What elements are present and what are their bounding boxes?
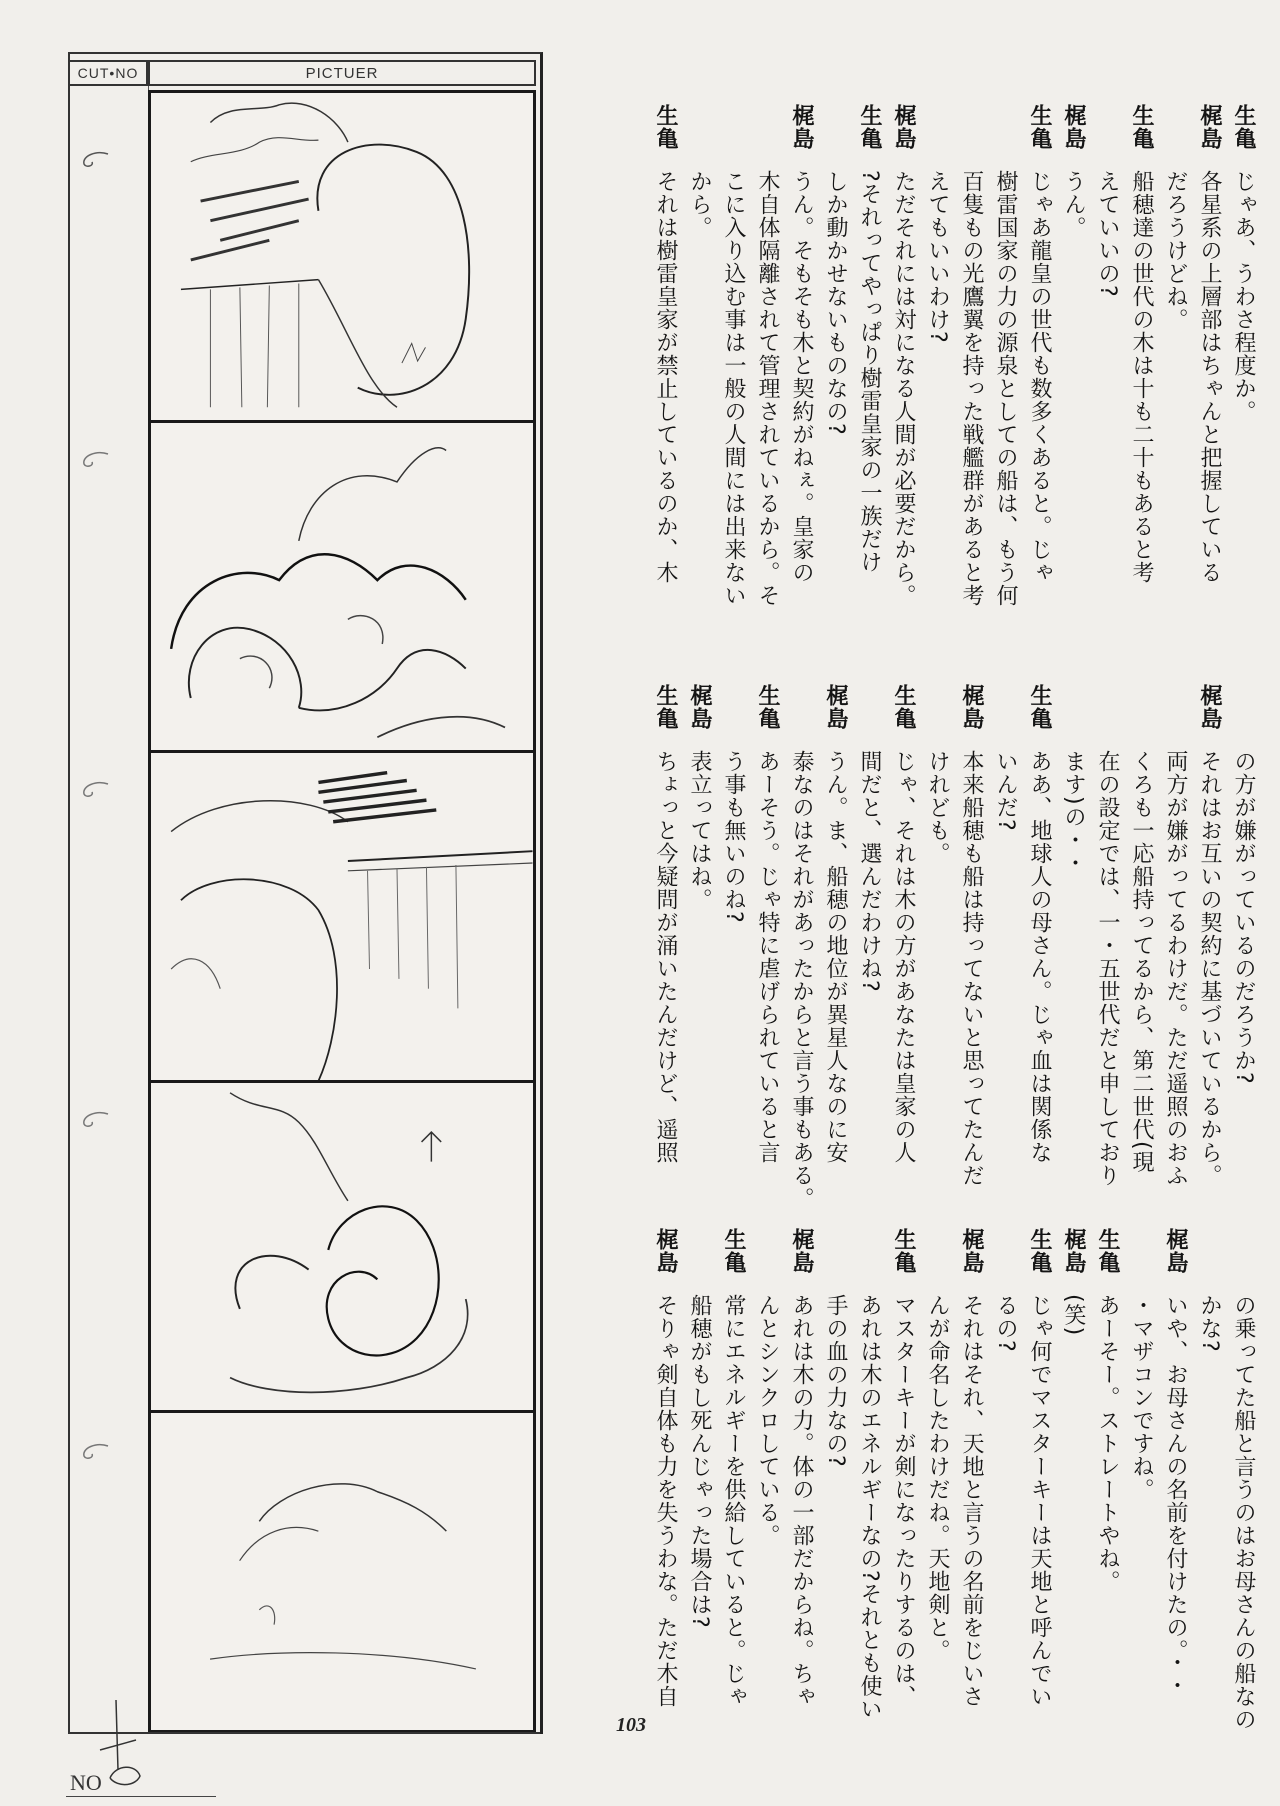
speaker-name: 梶島 xyxy=(823,684,848,730)
dialogue-line xyxy=(818,1228,852,1788)
dialogue-line xyxy=(1158,104,1192,664)
dialogue-line xyxy=(716,104,750,664)
speaker-name: 生亀 xyxy=(891,1228,916,1274)
dialogue-line xyxy=(1124,684,1158,1244)
dialogue-line xyxy=(784,1228,818,1788)
dialogue-line xyxy=(648,1228,682,1788)
cut-number-column xyxy=(68,86,149,1732)
dialogue-line xyxy=(886,104,920,664)
dialogue-line xyxy=(1226,104,1260,664)
speaker-name: 梶島 xyxy=(1061,104,1086,150)
cut-mark-2 xyxy=(78,450,112,470)
dialogue-line xyxy=(1022,1228,1056,1788)
dialogue-line xyxy=(886,1228,920,1788)
dialogue-line xyxy=(1056,684,1090,1244)
dialogue-text: えてもいいわけ? xyxy=(925,170,950,344)
speaker-name: 生亀 xyxy=(653,104,678,150)
dialogue-line xyxy=(1090,1228,1124,1788)
dialogue-text: いんだ? xyxy=(993,750,1018,832)
dialogue-text: ただそれには対になる人間が必要だから。 xyxy=(891,170,916,607)
speaker-name: 生亀 xyxy=(857,104,882,150)
speaker-name: 梶島 xyxy=(891,104,916,150)
cut-mark-3 xyxy=(78,780,112,800)
speaker-name: 梶島 xyxy=(687,684,712,730)
dialogue-line xyxy=(682,1228,716,1788)
dialogue-text: んが命名したわけだね。天地剣と。 xyxy=(925,1294,950,1662)
dialogue-block-middle xyxy=(560,684,1260,1244)
cut-mark-1 xyxy=(78,150,112,170)
dialogue-text: 船穂がもし死んじゃった場合は? xyxy=(687,1294,712,1629)
dialogue-text: 両方が嫌がってるわけだ。ただ遥照のおふ xyxy=(1163,750,1188,1187)
dialogue-text: それは樹雷皇家が禁止しているのか、木 xyxy=(653,170,678,584)
dialogue-text: 樹雷国家の力の源泉としての船は、もう何 xyxy=(993,170,1018,607)
speaker-name: 生亀 xyxy=(721,1228,746,1274)
speaker-name: 生亀 xyxy=(1129,104,1154,150)
dialogue-text: るの? xyxy=(993,1294,1018,1353)
dialogue-text: じゃあ龍皇の世代も数多くあると。じゃ xyxy=(1027,170,1052,584)
dialogue-text: ・マザコンですね。 xyxy=(1129,1294,1154,1501)
dialogue-line xyxy=(682,684,716,1244)
dialogue-line xyxy=(1090,684,1124,1244)
dialogue-text: 常にエネルギーを供給していると。じゃ xyxy=(721,1294,746,1708)
dialogue-text: ます)の・・ xyxy=(1061,750,1086,875)
dialogue-text: 各星系の上層部はちゃんと把握している xyxy=(1197,170,1222,584)
storyboard-panel-2 xyxy=(148,420,536,754)
dialogue-text: う事も無いのね? xyxy=(721,750,746,924)
sketch-landscape xyxy=(151,1413,533,1730)
dialogue-text: ?それってやっぱり樹雷皇家の一族だけ xyxy=(857,170,882,574)
dialogue-text: (笑) xyxy=(1061,1294,1086,1337)
dialogue-line xyxy=(1022,684,1056,1244)
speaker-name: 生亀 xyxy=(1027,104,1052,150)
dialogue-text: それはそれ、天地と言うの名前をじいさ xyxy=(959,1294,984,1708)
sketch-sphere-hatch xyxy=(151,753,533,1081)
dialogue-line xyxy=(1124,104,1158,664)
sketch-rounded-shapes xyxy=(151,423,533,751)
dialogue-line xyxy=(1124,1228,1158,1788)
speaker-name: 生亀 xyxy=(1027,1228,1052,1274)
dialogue-text: ちょっと今疑問が涌いたんだけど、遥照 xyxy=(653,750,678,1164)
page-number: 103 xyxy=(616,1714,646,1736)
dialogue-text: 船穂達の世代の木は十も二十もあると考 xyxy=(1129,170,1154,584)
cut-mark-4 xyxy=(78,1110,112,1130)
cut-mark-5 xyxy=(78,1442,112,1462)
dialogue-text: 表立ってはね。 xyxy=(687,750,712,911)
dialogue-text: 在の設定では、一・五世代だと申しており xyxy=(1095,750,1120,1187)
interview-text xyxy=(560,104,1260,1744)
cut-number-header: CUT•NO xyxy=(68,60,148,86)
dialogue-block-top xyxy=(560,104,1260,664)
dialogue-text: いや、お母さんの名前を付けたの。・・ xyxy=(1163,1294,1188,1697)
sketch-swirl xyxy=(151,1083,533,1411)
dialogue-line xyxy=(648,684,682,1244)
dialogue-line xyxy=(852,684,886,1244)
dialogue-line xyxy=(1226,1228,1260,1788)
storyboard-sheet xyxy=(68,52,540,1732)
dialogue-text: うん。 xyxy=(1061,170,1086,239)
dialogue-line xyxy=(1192,684,1226,1244)
dialogue-line xyxy=(954,684,988,1244)
dialogue-line xyxy=(784,684,818,1244)
speaker-name: 梶島 xyxy=(1061,1228,1086,1274)
dialogue-line xyxy=(988,1228,1022,1788)
dialogue-text: マスターキーが剣になったりするのは、 xyxy=(891,1294,916,1708)
dialogue-block-bottom xyxy=(560,1228,1260,1788)
storyboard-panel-5 xyxy=(148,1410,536,1732)
dialogue-text: うん。そもそも木と契約がねぇ。皇家の xyxy=(789,170,814,584)
dialogue-text: から。 xyxy=(687,170,712,239)
dialogue-text: けれども。 xyxy=(925,750,950,865)
dialogue-line xyxy=(784,104,818,664)
dialogue-text: じゃ何でマスターキーは天地と呼んでい xyxy=(1027,1294,1052,1708)
dialogue-text: 木自体隔離されて管理されているから。そ xyxy=(755,170,780,607)
dialogue-text: あれは木のエネルギーなの?それとも使い xyxy=(857,1294,882,1721)
dialogue-text: じゃ、それは木の方があなたは皇家の人 xyxy=(891,750,916,1164)
dialogue-text: くろも一応船持ってるから、第二世代(現 xyxy=(1129,750,1154,1174)
dialogue-text: ああ、地球人の母さん。じゃ血は関係な xyxy=(1027,750,1052,1164)
dialogue-text: 泰なのはそれがあったからと言う事もある。 xyxy=(789,750,814,1210)
dialogue-line xyxy=(852,104,886,664)
speaker-name: 梶島 xyxy=(789,104,814,150)
dialogue-text: じゃあ、うわさ程度か。 xyxy=(1231,170,1256,423)
storyboard-panel-1 xyxy=(148,90,536,424)
dialogue-line xyxy=(682,104,716,664)
dialogue-line xyxy=(954,104,988,664)
storyboard-panel-4 xyxy=(148,1080,536,1414)
dialogue-text: うん。ま、船穂の地位が異星人なのに安 xyxy=(823,750,848,1164)
dialogue-line xyxy=(954,1228,988,1788)
speaker-name: 梶島 xyxy=(1197,104,1222,150)
speaker-name: 梶島 xyxy=(959,684,984,730)
speaker-name: 生亀 xyxy=(653,684,678,730)
dialogue-text: あーそう。じゃ特に虐げられていると言 xyxy=(755,750,780,1164)
dialogue-line xyxy=(716,1228,750,1788)
dialogue-line xyxy=(1090,104,1124,664)
dialogue-line xyxy=(750,1228,784,1788)
speaker-name: 梶島 xyxy=(653,1228,678,1274)
dialogue-line xyxy=(988,684,1022,1244)
handwritten-mark xyxy=(96,1700,156,1790)
speaker-name: 梶島 xyxy=(1163,1228,1188,1274)
dialogue-line xyxy=(1192,1228,1226,1788)
dialogue-line xyxy=(1158,684,1192,1244)
dialogue-text: それはお互いの契約に基づいているから。 xyxy=(1197,750,1222,1187)
dialogue-line xyxy=(920,684,954,1244)
dialogue-text: の乗ってた船と言うのはお母さんの船なの xyxy=(1231,1294,1256,1731)
speaker-name: 生亀 xyxy=(1231,104,1256,150)
dialogue-text: あれは木の力。体の一部だからね。ちゃ xyxy=(789,1294,814,1708)
dialogue-line xyxy=(648,104,682,664)
dialogue-text: 本来船穂も船は持ってないと思ってたんだ xyxy=(959,750,984,1187)
dialogue-text: だろうけどね。 xyxy=(1163,170,1188,331)
dialogue-line xyxy=(1056,104,1090,664)
dialogue-text: しか動かせないものなの? xyxy=(823,170,848,436)
speaker-name: 生亀 xyxy=(1027,684,1052,730)
dialogue-text: かな? xyxy=(1197,1294,1222,1353)
speaker-name: 梶島 xyxy=(789,1228,814,1274)
dialogue-text: こに入り込む事は一般の人間には出来ない xyxy=(721,170,746,607)
dialogue-line xyxy=(1158,1228,1192,1788)
speaker-name: 生亀 xyxy=(755,684,780,730)
speaker-name: 生亀 xyxy=(891,684,916,730)
dialogue-text: そりゃ剣自体も力を失うわな。ただ木自 xyxy=(653,1294,678,1708)
speaker-name: 生亀 xyxy=(1095,1228,1120,1274)
dialogue-line xyxy=(818,684,852,1244)
dialogue-line xyxy=(818,104,852,664)
dialogue-line xyxy=(1022,104,1056,664)
speaker-name: 梶島 xyxy=(959,1228,984,1274)
dialogue-text: 間だと、選んだわけね? xyxy=(857,750,882,993)
number-underline xyxy=(66,1796,216,1797)
picture-header: PICTUER xyxy=(148,60,536,86)
speaker-name: 梶島 xyxy=(1197,684,1222,730)
dialogue-line xyxy=(716,684,750,1244)
dialogue-line xyxy=(1226,684,1260,1244)
dialogue-line xyxy=(886,684,920,1244)
sketch-moon-and-buildings xyxy=(151,93,533,421)
dialogue-text: んとシンクロしている。 xyxy=(755,1294,780,1547)
dialogue-line xyxy=(920,104,954,664)
dialogue-line xyxy=(750,104,784,664)
dialogue-text: あーそー。ストレートやね。 xyxy=(1095,1294,1120,1593)
dialogue-text: 百隻もの光鷹翼を持った戦艦群があると考 xyxy=(959,170,984,607)
dialogue-line xyxy=(750,684,784,1244)
dialogue-text: の方が嫌がっているのだろうか? xyxy=(1231,750,1256,1085)
dialogue-line xyxy=(920,1228,954,1788)
dialogue-line xyxy=(852,1228,886,1788)
dialogue-text: えていいの? xyxy=(1095,170,1120,298)
dialogue-line xyxy=(1192,104,1226,664)
storyboard-panel-3 xyxy=(148,750,536,1084)
dialogue-line xyxy=(988,104,1022,664)
dialogue-line xyxy=(1056,1228,1090,1788)
dialogue-text: 手の血の力なの? xyxy=(823,1294,848,1468)
number-label: NO xyxy=(70,1770,102,1795)
